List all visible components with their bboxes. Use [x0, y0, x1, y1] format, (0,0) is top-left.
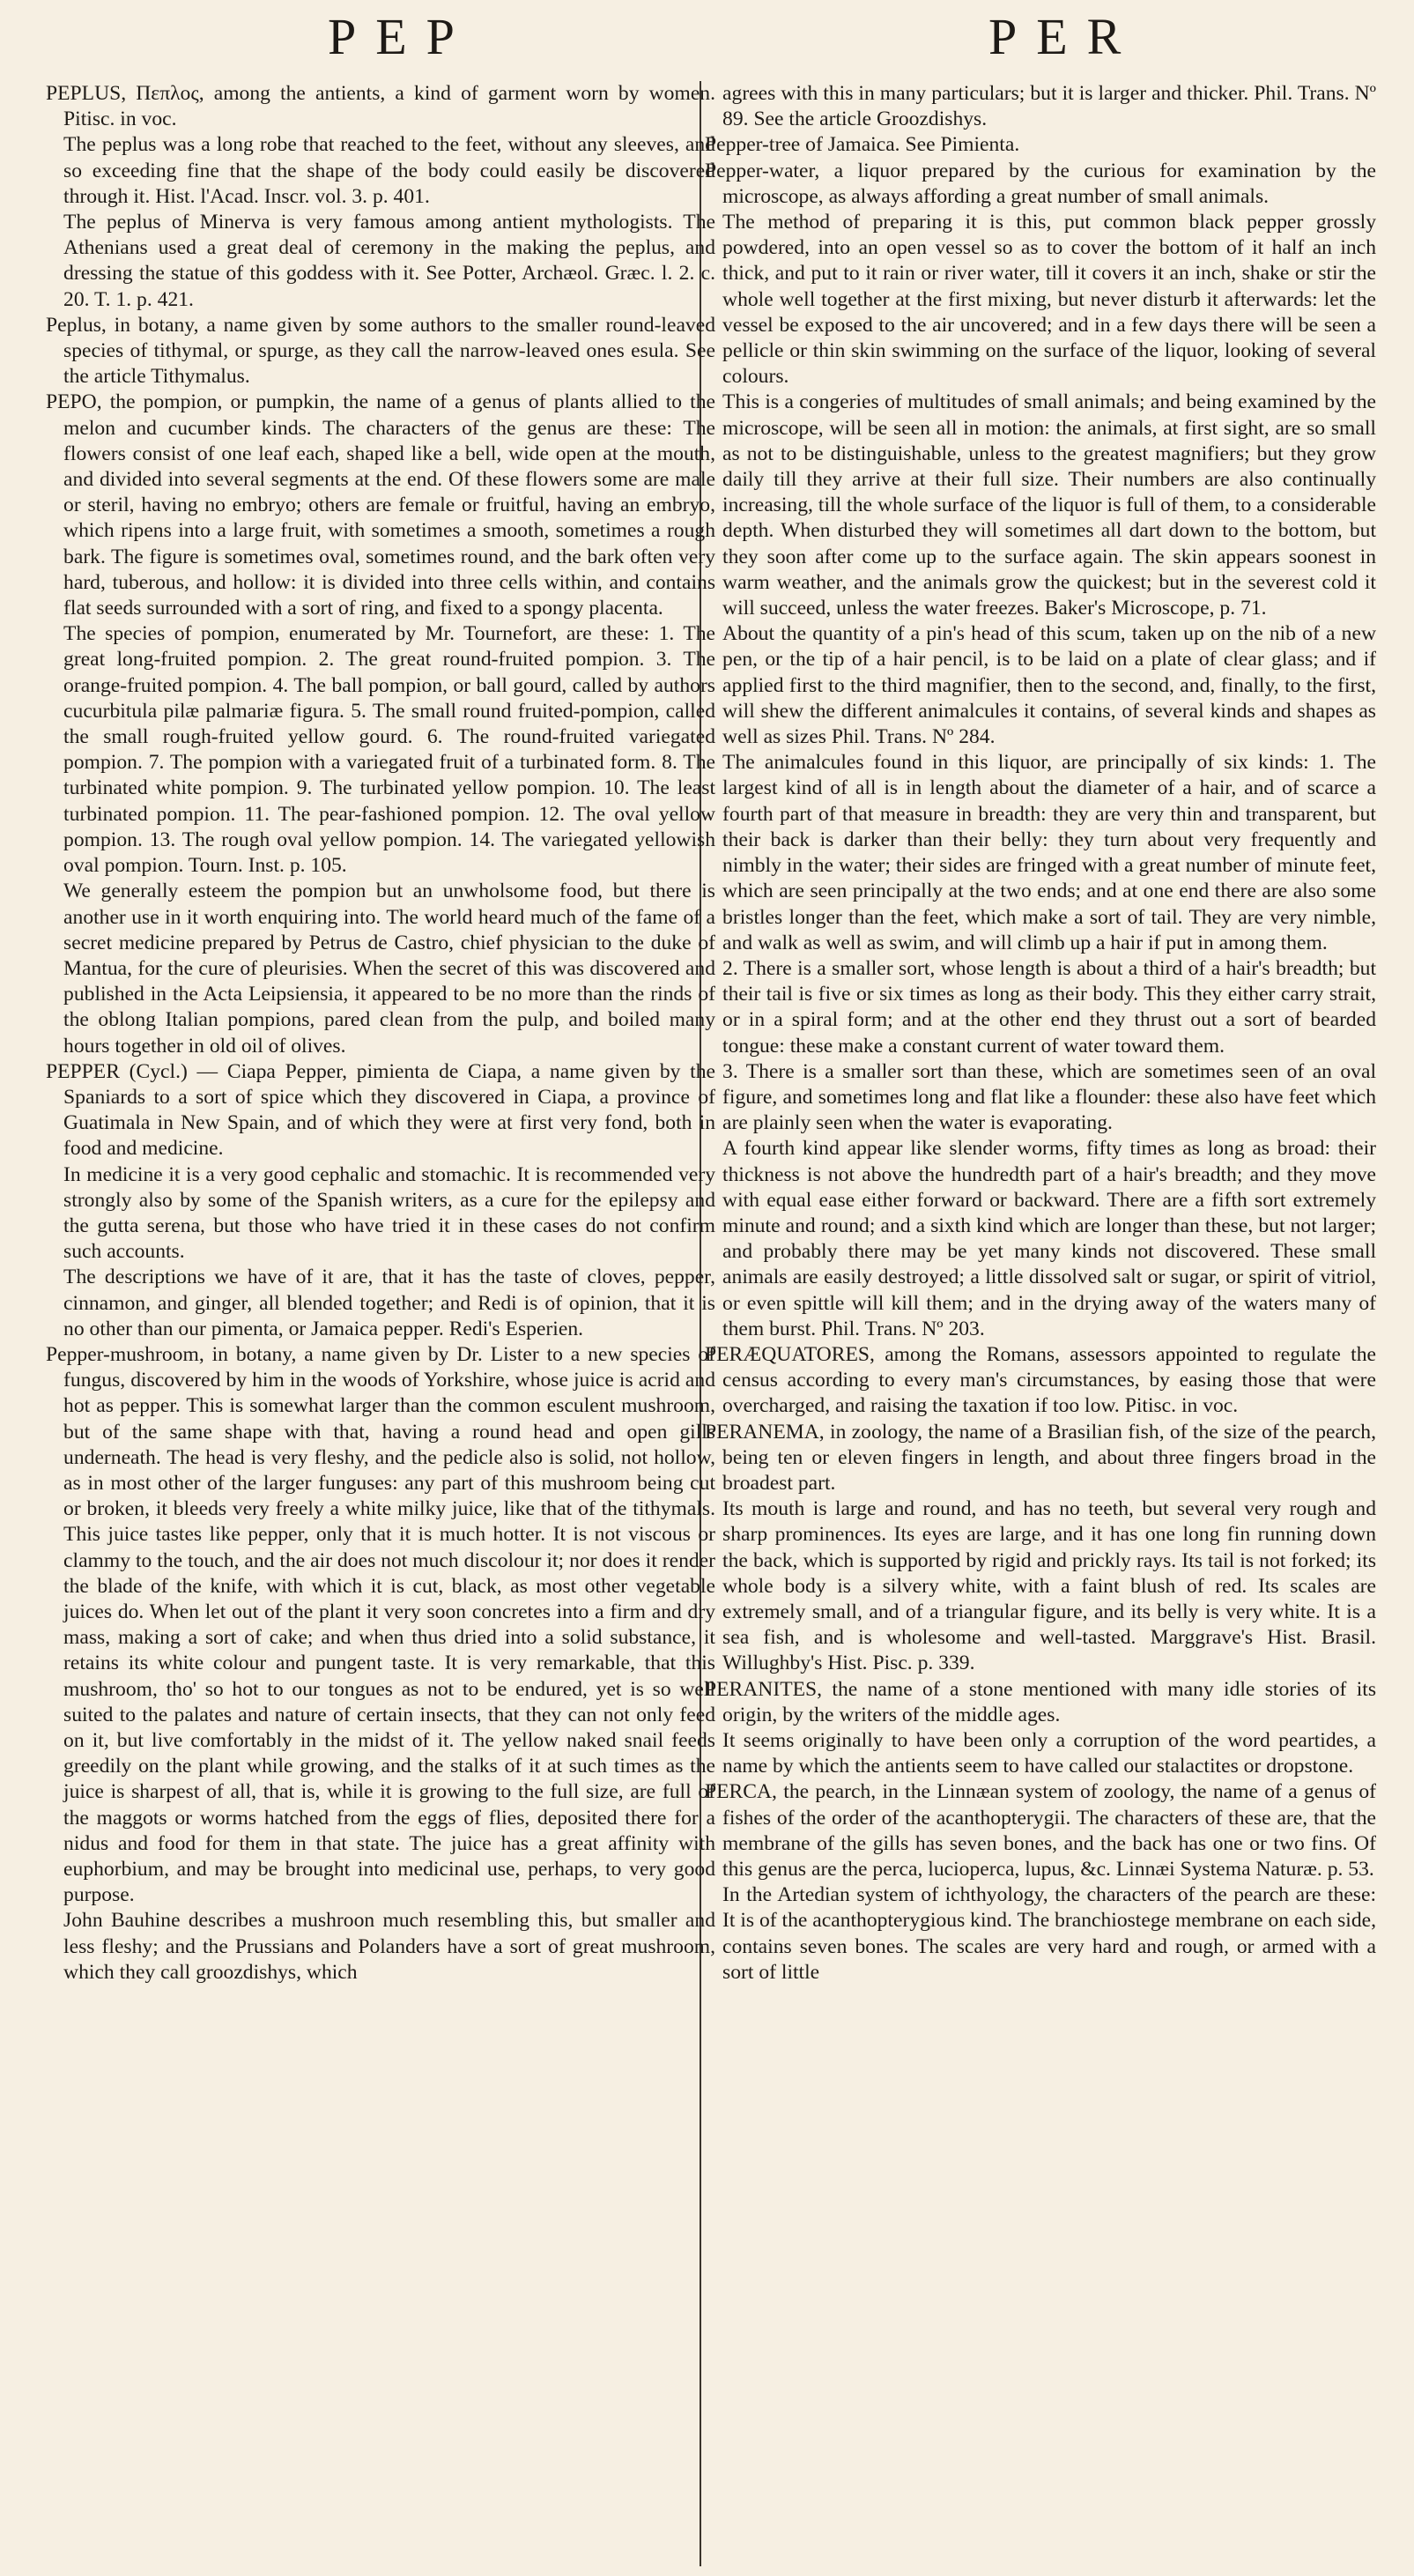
paragraph: We generally esteem the pompion but an unwholsome food, but there is another use in it worth enquiring into. The world heard much of the fame of a secret medicine prepared by Petrus de Castro, chief physician to the duke of Mantua, for the cure of pleurisies. When the secret of this was discovered and published in the Acta Leipsiensia, it appeared to be no more than the rinds of the oblong Italian pompions, pared clean from the pulp, and boiled many hours together in old oil of olives. [63, 880, 715, 1058]
entry-pepo: PEPO, the pompion, or pumpkin, the name of a genus of plants allied to the melon and cucumber kinds. The characters of the genus are these: The flowers consist of one leaf each, shaped like a bell, wide open at the mouth, and divided into several segments at the end. Of these flowers some are male or steril, having no embryo; others are female or fruitful, having an embryo, which ripens into a large fruit, with sometimes a smooth, sometimes a rough bark. The figure is sometimes oval, sometimes round, and the bark often very hard, tuberous, and hollow: it is divided into three cells within, and contains flat seeds surrounded with a sort of ring, and fixed to a spongy placenta. [46, 390, 715, 620]
entry-pepper-mushroom: Pepper-mushroom, in botany, a name given by Dr. Lister to a new species of fungus, discovered by him in the woods of Yorkshire, whose juice is acrid and hot as pepper. This is somewhat larger than the common esculent mushroom, but of the same shape with that, having a round head and open gills underneath. The head is very fleshy, and the pedicle also is solid, not hollow, as in most other of the larger funguses: any part of this mushroom being cut or broken, it bleeds very freely a white milky juice, like that of the tithymals. This juice tastes like pepper, only that it is much hotter. It is not viscous or clammy to the touch, and the air does not much discolour it; nor does it render the blade of the knife, with which it is cut, black, as most other vegetable juices do. When let out of the plant it very soon concretes into a firm and dry mass, making a sort of cake; and when thus dried into a solid substance, it retains its white colour and pungent taste. It is very remarkable, that this mushroom, tho' so hot to our tongues as not to be endured, yet is so well suited to the palates and nature of certain insects, that they can not only feed on it, but live comfortably in the midst of it. The yellow naked snail feeds greedily on the plant while growing, and the stalks of it at such times as the juice is sharpest of all, that is, while it is growing to the full size, are full of the maggots or worms hatched from the eggs of flies, deposited there for a nidus and food for them in that state. The juice has a great affinity with euphorbium, and may be brought into medicinal use, perhaps, to very good purpose. [46, 1342, 715, 1907]
left-column [46, 81, 715, 1986]
paragraph: The method of preparing it is this, put common black pepper grossly powdered, into an open vessel so as to cover the bottom of it half an inch thick, and put to it rain or river water, till it covers it an inch, shake or stir the whole well together at the first mixing, but never disturb it afterwards: let the vessel be exposed to the air uncovered; and in a few days there will be seen a pellicle or thin skin swimming on the surface of the liquor, looking of several colours. [722, 211, 1376, 389]
paragraph: Its mouth is large and round, and has no teeth, but several very rough and sharp prominences. Its eyes are large, and it has one long fin running down the back, which is supported by rigid and prickly rays. Its tail is not forked; its whole body is a silvery white, with a faint blush of red. Its scales are extremely small, and of a triangular figure, and its belly is very white. It is a sea fish, and is wholesome and well-tasted. Marggrave's Hist. Brasil. Willughby's Hist. Pisc. p. 339. [722, 1497, 1376, 1675]
paragraph: The animalcules found in this liquor, are principally of six kinds: 1. The largest kind of all is in length about the diameter of a hair, and of scarce a fourth part of that measure in breadth: they are very thin and transparent, but their back is darker than their belly: they turn about very frequently and nimbly in the water; their sides are fringed with a great number of minute feet, which are seen principally at the two ends; and at one end there are also some bristles longer than the feet, which make a sort of tail. They are very nimble, and walk as well as swim, and will climb up a hair if put in among them. [722, 751, 1376, 954]
entry-pepper-water: Pepper-water, a liquor prepared by the curious for examination by the microscope, as always affording a great number of small animals. [705, 159, 1376, 208]
paragraph: John Bauhine describes a mushroon much resembling this, but smaller and less fleshy; and the Prussians and Polanders have a sort of great mushroom, which they call groozdishys, which [63, 1909, 715, 1984]
entry-peplus-botany: Peplus, in botany, a name given by some authors to the smaller round-leaved species of tithymal, or spurge, as they call the narrow-leaved ones esula. See the article Tithymalus. [46, 313, 715, 389]
left-headword: PEP [328, 8, 474, 65]
paragraph: This is a congeries of multitudes of small animals; and being examined by the microscope, will be seen all in motion: the animals, at first sight, are so small as not to be distinguishable, unless to the greatest magnifiers; but they grow daily till they arrive at their full size. Their numbers are also continually increasing, till the whole surface of the liquor is full of them, to a considerable depth. When disturbed they will sometimes all dart down to the bottom, but they soon after come up to the surface again. The skin appears soonest in warm weather, and the animals grow the quickest; but in the severest cold it will succeed, unless the water freezes. Baker's Microscope, p. 71. [722, 390, 1376, 620]
entry-pepper: PEPPER (Cycl.) — Ciapa Pepper, pimienta de Ciapa, a name given by the Spaniards to a sort of spice which they discovered in Ciapa, a province of Guatimala in New Spain, and of which they were at first very fond, both in food and medicine. [46, 1059, 715, 1161]
paragraph: The peplus of Minerva is very famous among antient mythologists. The Athenians used a great deal of ceremony in the making the peplus, and dressing the statue of this goddess with it. See Potter, Archæol. Græc. l. 2. c. 20. T. 1. p. 421. [63, 211, 715, 311]
entry-peranema: PERANEMA, in zoology, the name of a Brasilian fish, of the size of the pearch, being ten or eleven fingers in length, and about three fingers broad in the broadest part. [705, 1420, 1376, 1495]
right-headword: PER [988, 8, 1141, 65]
paragraph: The species of pompion, enumerated by Mr. Tournefort, are these: 1. The great long-fruited pompion. 2. The great round-fruited pompion. 3. The orange-fruited pompion. 4. The ball pompion, or ball gourd, called by authors cucurbitula pilæ palmariæ figura. 5. The small round fruited-pompion, called the small rough-fruited yellow gourd. 6. The round-fruited variegated pompion. 7. The pompion with a variegated fruit of a turbinated form. 8. The turbinated white pompion. 9. The turbinated yellow pompion. 10. The least turbinated pompion. 11. The pear-fashioned pompion. 12. The oval yellow pompion. 13. The rough oval yellow pompion. 14. The variegated yellowish oval pompion. Tourn. Inst. p. 105. [63, 622, 715, 878]
paragraph: About the quantity of a pin's head of this scum, taken up on the nib of a new pen, or the tip of a hair pencil, is to be laid on a plate of clear glass; and if applied first to the third magnifier, then to the second, and, finally, to the first, will shew the different animalcules it contains, of several kinds and shapes as well as sizes Phil. Trans. Nº 284. [722, 622, 1376, 749]
paragraph: In the Artedian system of ichthyology, the characters of the pearch are these: It is of the acanthopterygious kind. The branchiostege membrane on each side, contains seven bones. The scales are very hard and rough, or armed with a sort of little [722, 1883, 1376, 1984]
paragraph: The descriptions we have of it are, that it has the taste of cloves, pepper, cinnamon, and ginger, all blended together; and Redi is of opinion, that it is no other than our pimenta, or Jamaica pepper. Redi's Esperien. [63, 1266, 715, 1340]
paragraph: In medicine it is a very good cephalic and stomachic. It is recommended very strongly also by some of the Spanish writers, as a cure for the epilepsy and the gutta serena, but those who have tried it in these cases do not confirm such accounts. [63, 1162, 715, 1264]
entry-pepper-tree: Pepper-tree of Jamaica. See Pimienta. [705, 133, 1020, 157]
entry-perca: PERCA, the pearch, in the Linnæan system of zoology, the name of a genus of fishes of the order of the acanthopterygii. The characters of these are, that the membrane of the gills has seven bones, and the back has one or two fins. Of this genus are the perca, lucioperca, lupus, &c. Linnæi Systema Naturæ. p. 53. [705, 1780, 1376, 1882]
paragraph: It seems originally to have been only a corruption of the word peartides, a name by which the antients seem to have called our stalactites or dropstone. [722, 1729, 1376, 1778]
paragraph: A fourth kind appear like slender worms, fifty times as long as broad: their thickness is not above the hundredth part of a hair's breadth; and they move with equal ease either forward or backward. There are a fifth sort extremely minute and round; and a sixth kind which are longer than these, but not larger; and probably there may be yet many kinds not discovered. These small animals are easily destroyed; a little dissolved salt or sugar, or spirit of vitriol, or even spittle will kill them; and in the drying away of the waters many of them burst. Phil. Trans. Nº 203. [722, 1137, 1376, 1340]
paragraph: 3. There is a smaller sort than these, which are sometimes seen of an oval figure, and sometimes long and flat like a flounder: these also have feet which are plainly seen when the water is evaporating. [722, 1059, 1376, 1135]
entry-peplus: PEPLUS, Πεπλος, among the antients, a kind of garment worn by women. Pitisc. in voc. [46, 82, 715, 131]
entry-peranites: PERANITES, the name of a stone mentioned with many idle stories of its origin, by the writers of the middle ages. [705, 1677, 1376, 1726]
paragraph: 2. There is a smaller sort, whose length is about a third of a hair's breadth; but their tail is five or six times as long as their body. This they either carry strait, or in a spiral form; and at the other end they thrust out a sort of bearded tongue: these make a constant current of water toward them. [722, 956, 1376, 1058]
paragraph: The peplus was a long robe that reached to the feet, without any sleeves, and so exceeding fine that the shape of the body could easily be discovered through it. Hist. l'Acad. Inscr. vol. 3. p. 401. [63, 133, 715, 208]
continued-paragraph: agrees with this in many particulars; but it is larger and thicker. Phil. Trans. Nº 89. See the article Groozdishys. [722, 82, 1376, 131]
running-heads [0, 7, 1414, 86]
entry-peraequatores: PERÆQUATORES, among the Romans, assessors appointed to regulate the census according to every man's circumstances, by easing those that were overcharged, and raising the taxation if too low. Pitisc. in voc. [705, 1342, 1376, 1418]
right-column [705, 81, 1376, 1986]
